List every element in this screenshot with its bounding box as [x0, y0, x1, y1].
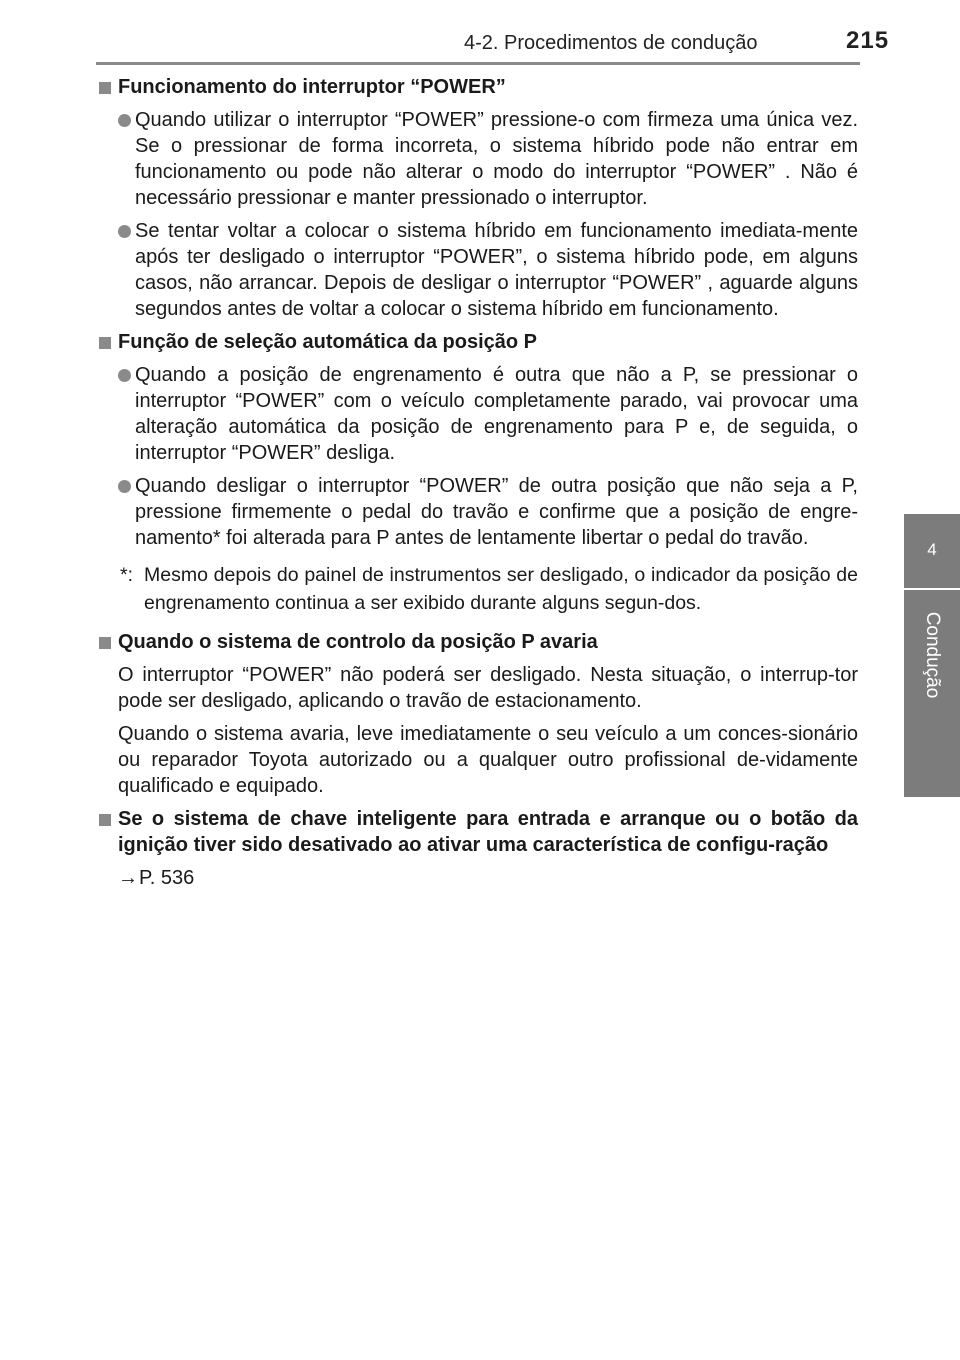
section-heading-text: Se o sistema de chave inteligente para entrada e arranque ou o botão da ignição tiver sido desativado ao ativar uma característica de configu-ração	[118, 808, 858, 856]
bullet-dot-icon	[118, 480, 131, 493]
page-reference-link[interactable]: P. 536	[139, 867, 195, 889]
bullet-item	[118, 362, 858, 466]
bullet-dot-icon	[118, 369, 131, 382]
heading-square-icon	[99, 637, 111, 649]
section-heading	[98, 629, 858, 655]
bullet-text: Se tentar voltar a colocar o sistema híbrido em funcionamento imediata-mente após ter desligado o interruptor “POWER”, o sistema híbrido pode, em alguns casos, não arrancar. Depois de desligar o interruptor “POWER” , aguarde alguns segundos antes de voltar a colocar o sistema híbrido em funcionamento.	[135, 220, 858, 320]
paragraph: O interruptor “POWER” não poderá ser desligado. Nesta situação, o interrup-tor pode ser desligado, aplicando o travão de estacionamento.	[118, 664, 858, 712]
header-rule	[96, 62, 860, 65]
section-heading	[98, 74, 858, 100]
bullet-dot-icon	[118, 225, 131, 238]
header-section-title: 4-2. Procedimentos de condução	[464, 32, 758, 54]
bullet-text: Quando desligar o interruptor “POWER” de outra posição que não seja a P, pressione firmemente o pedal do travão e confirme que a posição de engre-namento* foi alterada para P antes de lentamente libertar o pedal do travão.	[135, 475, 858, 549]
heading-square-icon	[99, 82, 111, 94]
chapter-tab-label: Condução	[922, 611, 943, 699]
chapter-tab-number: 4	[927, 540, 937, 559]
arrow-right-icon: →	[118, 867, 138, 889]
bullet-text: Quando utilizar o interruptor “POWER” pressione-o com firmeza uma única vez. Se o pressionar de forma incorreta, o sistema híbrido pode não entrar em funcionamento ou pode não alterar o modo do interruptor “POWER” . Não é necessário pressionar e manter pressionado o interruptor.	[135, 109, 858, 209]
heading-square-icon	[99, 814, 111, 826]
footnote	[120, 561, 858, 617]
bullet-text: Quando a posição de engrenamento é outra que não a P, se pressionar o interruptor “POWER” com o veículo completamente parado, vai provocar uma alteração automática da posição de engrenamento para P e, de seguida, o interruptor “POWER” desliga.	[135, 364, 858, 464]
section-heading-text: Funcionamento do interruptor “POWER”	[118, 76, 506, 98]
footnote-text: Mesmo depois do painel de instrumentos ser desligado, o indicador da posição de engrenamento continua a ser exibido durante alguns segun-dos.	[144, 564, 858, 614]
page-content	[98, 74, 858, 891]
section-heading	[98, 806, 858, 858]
bullet-dot-icon	[118, 114, 131, 127]
chapter-tab-divider	[904, 588, 960, 590]
section-heading-text: Quando o sistema de controlo da posição P avaria	[118, 631, 598, 653]
paragraph: Quando o sistema avaria, leve imediatamente o seu veículo a um conces-sionário ou reparador Toyota autorizado ou a qualquer outro profissional de-vidamente qualificado e equipado.	[118, 723, 858, 797]
bullet-item	[118, 473, 858, 551]
page-reference	[118, 865, 858, 891]
section-heading-text: Função de seleção automática da posição P	[118, 331, 538, 353]
footnote-mark: *:	[120, 564, 134, 586]
bullet-item	[118, 218, 858, 322]
heading-square-icon	[99, 337, 111, 349]
page-number: 215	[846, 27, 890, 54]
bullet-item	[118, 107, 858, 211]
section-heading	[98, 329, 858, 355]
